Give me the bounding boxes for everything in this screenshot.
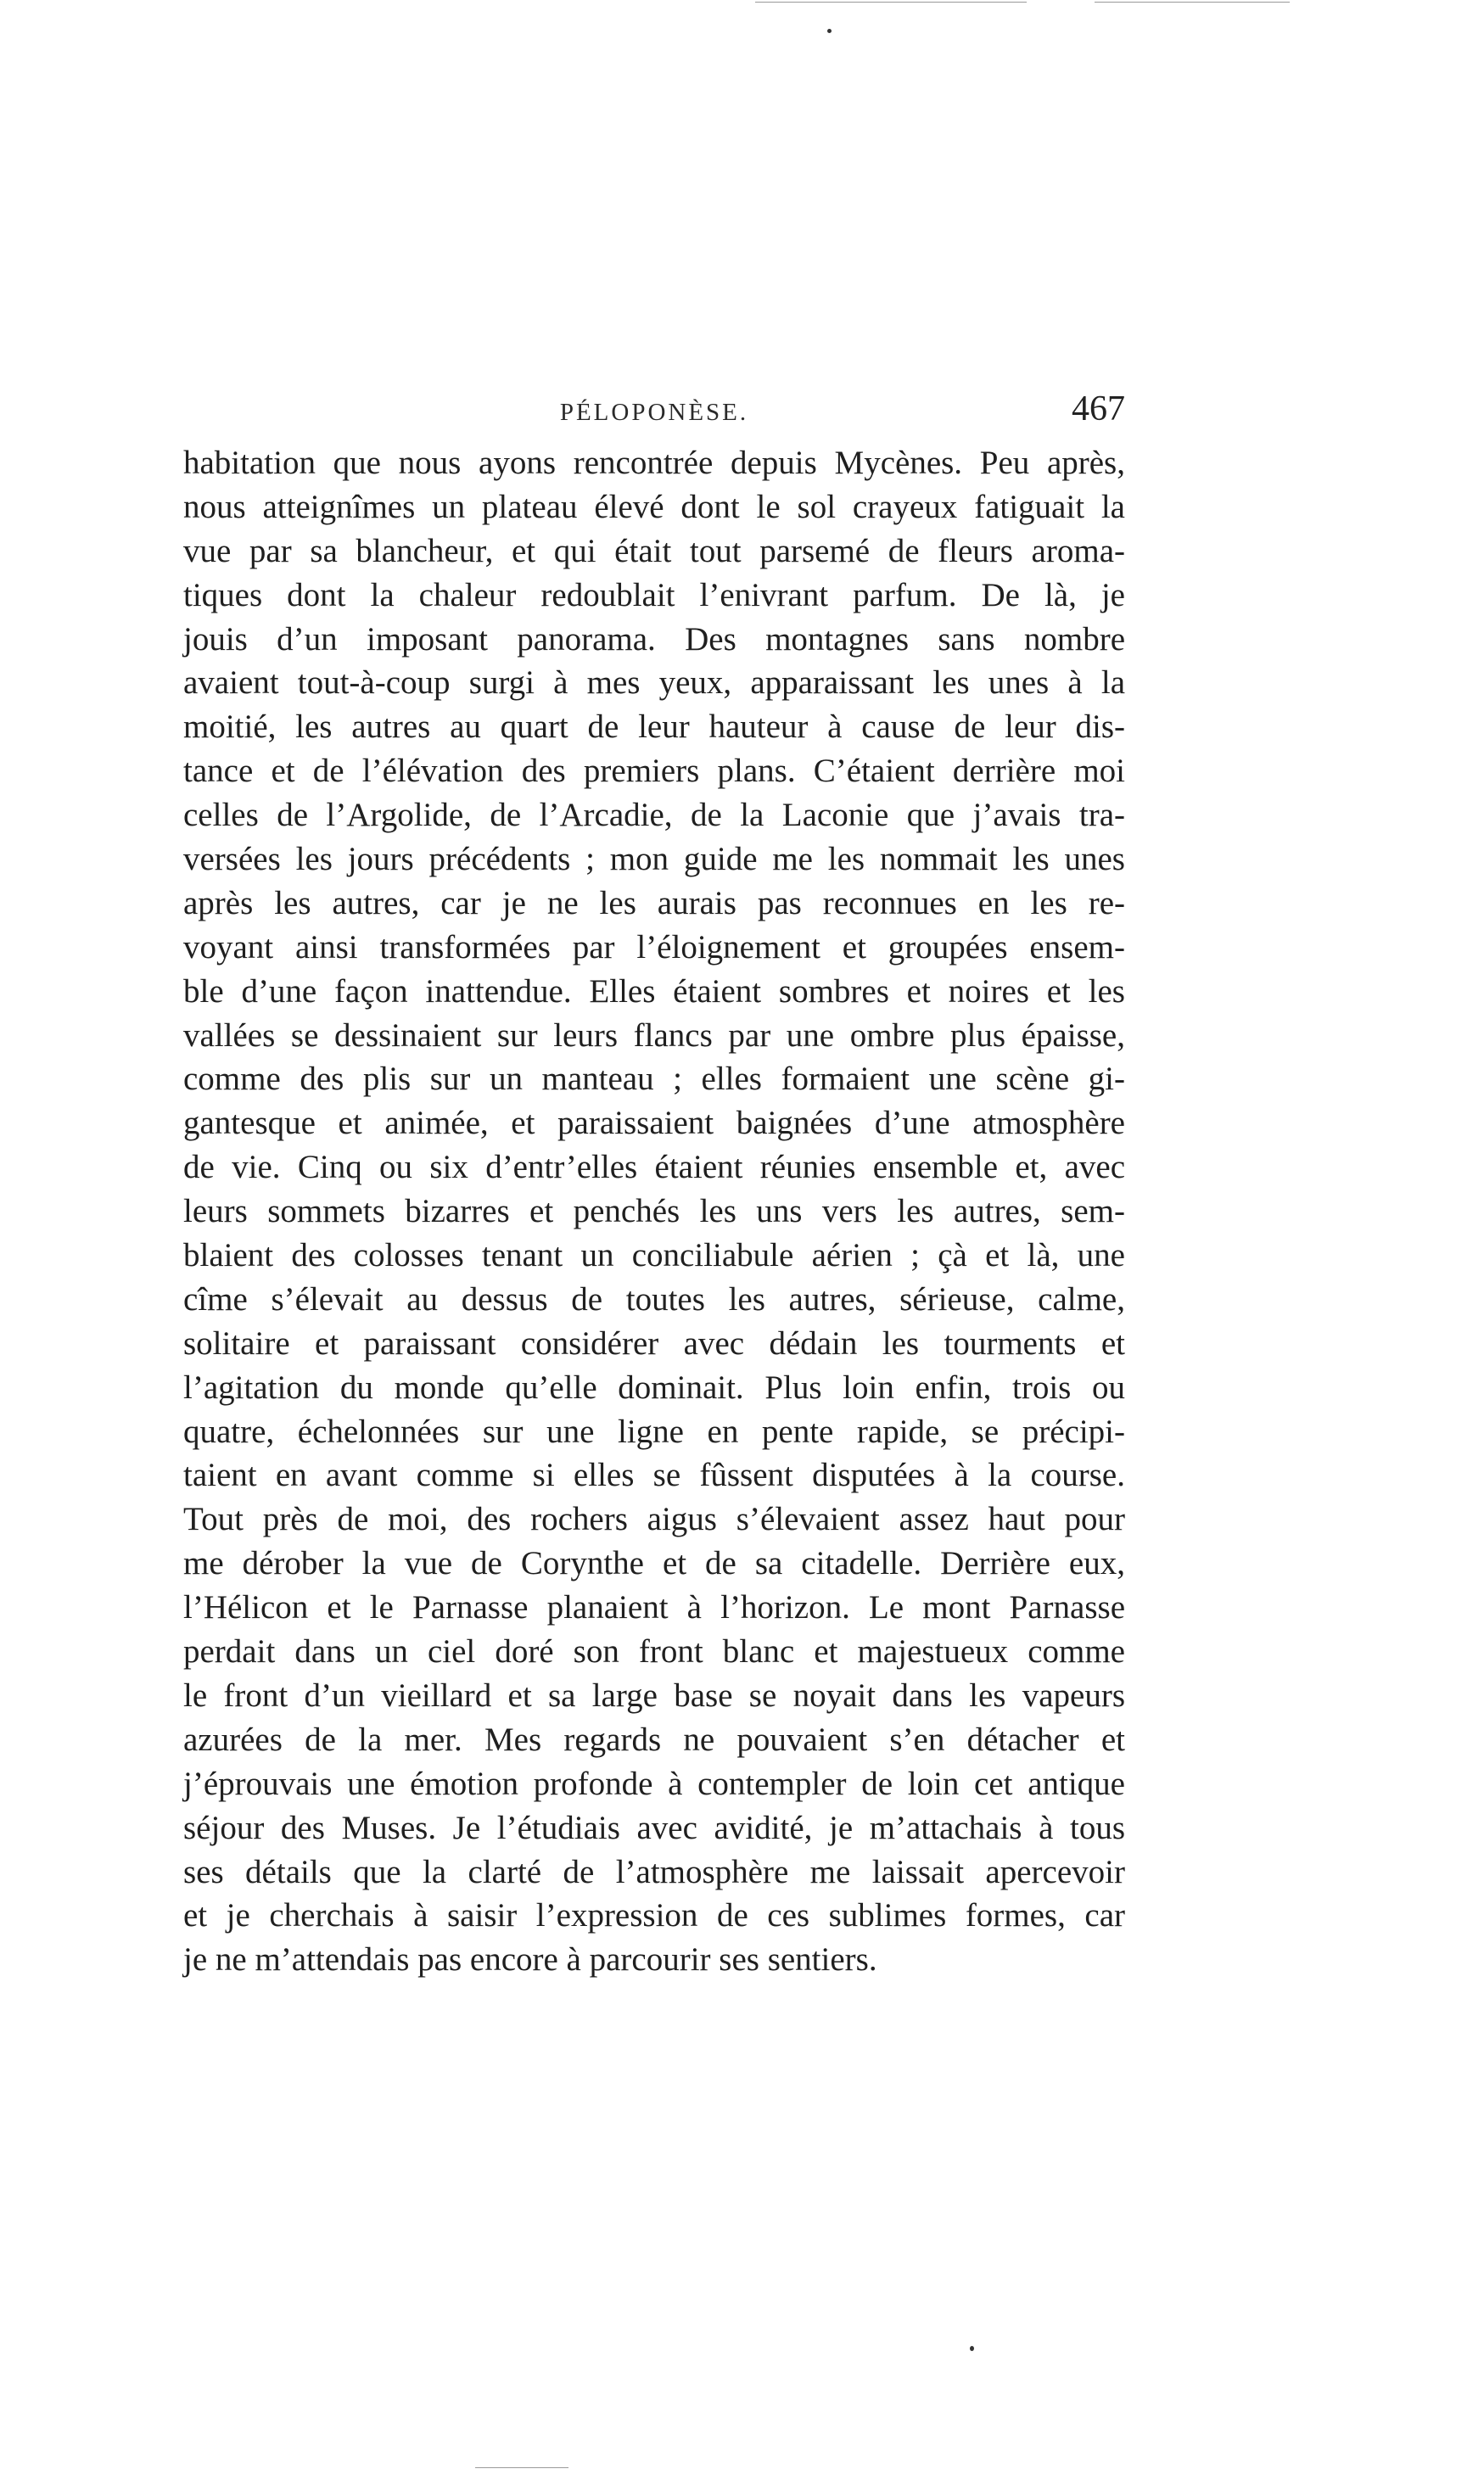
text-line: comme des plis sur un manteau ; elles formaient une scène gi- xyxy=(183,1061,1125,1098)
text-line: blaient des colosses tenant un conciliabule aérien ; çà et là, une xyxy=(183,1237,1125,1274)
text-line: l’Hélicon et le Parnasse planaient à l’horizon. Le mont Parnasse xyxy=(183,1589,1125,1626)
text-line: et je cherchais à saisir l’expression de ces sublimes formes, car xyxy=(183,1897,1125,1934)
top-scan-rule-right xyxy=(1095,2,1290,3)
text-line: ses détails que la clarté de l’atmosphère me laissait apercevoir xyxy=(183,1853,1125,1890)
page-header xyxy=(183,389,1125,439)
text-line: vue par sa blancheur, et qui était tout parsemé de fleurs aroma- xyxy=(183,532,1125,569)
text-line: de vie. Cinq ou six d’entr’elles étaient réunies ensemble et, avec xyxy=(183,1149,1125,1186)
text-line: quatre, échelonnées sur une ligne en pente rapide, se précipi- xyxy=(183,1413,1125,1450)
text-line: jouis d’un imposant panorama. Des montagnes sans nombre xyxy=(183,620,1125,658)
text-line: je ne m’attendais pas encore à parcourir ses sentiers. xyxy=(183,1941,877,1979)
text-line: voyant ainsi transformées par l’éloignement et groupées ensem- xyxy=(183,928,1125,966)
text-line: séjour des Muses. Je l’étudiais avec avidité, je m’attachais à tous xyxy=(183,1809,1125,1846)
text-line: tance et de l’élévation des premiers plans. C’étaient derrière moi xyxy=(183,753,1125,790)
text-line: cîme s’élevait au dessus de toutes les autres, sérieuse, calme, xyxy=(183,1280,1125,1318)
text-line: perdait dans un ciel doré son front blanc et majestueux comme xyxy=(183,1633,1125,1671)
text-line: me dérober la vue de Corynthe et de sa citadelle. Derrière eux, xyxy=(183,1545,1125,1582)
text-line: avaient tout-à-coup surgi à mes yeux, apparaissant les unes à la xyxy=(183,664,1125,702)
scan-speck xyxy=(970,2346,974,2351)
text-line: j’éprouvais une émotion profonde à contempler de loin cet antique xyxy=(183,1765,1125,1802)
text-line: moitié, les autres au quart de leur hauteur à cause de leur dis- xyxy=(183,708,1125,746)
scan-speck xyxy=(827,29,832,33)
text-line: le front d’un vieillard et sa large base se noyait dans les vapeurs xyxy=(183,1677,1125,1714)
top-scan-rule xyxy=(755,2,1027,3)
text-line: tiques dont la chaleur redoublait l’enivrant parfum. De là, je xyxy=(183,576,1125,613)
text-line: nous atteignîmes un plateau élevé dont le sol crayeux fatiguait la xyxy=(183,488,1125,525)
text-line: l’agitation du monde qu’elle dominait. Plus loin enfin, trois ou xyxy=(183,1369,1125,1406)
text-line: azurées de la mer. Mes regards ne pouvaient s’en détacher et xyxy=(183,1721,1125,1758)
running-title: PÉLOPONÈSE. xyxy=(559,399,749,426)
text-line: habitation que nous ayons rencontrée depuis Mycènes. Peu après, xyxy=(183,445,1125,481)
text-line: leurs sommets bizarres et penchés les uns vers les autres, sem- xyxy=(183,1193,1125,1230)
text-line: ble d’une façon inattendue. Elles étaient sombres et noires et les xyxy=(183,972,1125,1010)
text-line: gantesque et animée, et paraissaient baignées d’une atmosphère xyxy=(183,1105,1125,1142)
page-number: 467 xyxy=(1072,389,1125,428)
body-text xyxy=(183,441,1125,1982)
text-line: taient en avant comme si elles se fûssent disputées à la course. xyxy=(183,1457,1125,1494)
text-line: Tout près de moi, des rochers aigus s’élevaient assez haut pour xyxy=(183,1501,1125,1538)
text-line: celles de l’Argolide, de l’Arcadie, de la Laconie que j’avais tra- xyxy=(183,797,1125,834)
text-line: après les autres, car je ne les aurais pas reconnues en les re- xyxy=(183,884,1125,921)
text-line: vallées se dessinaient sur leurs flancs par une ombre plus épaisse, xyxy=(183,1016,1125,1054)
text-line: solitaire et paraissant considérer avec dédain les tourments et xyxy=(183,1324,1125,1362)
bottom-scan-rule xyxy=(475,2467,568,2468)
text-line: versées les jours précédents ; mon guide me les nommait les unes xyxy=(183,841,1125,878)
